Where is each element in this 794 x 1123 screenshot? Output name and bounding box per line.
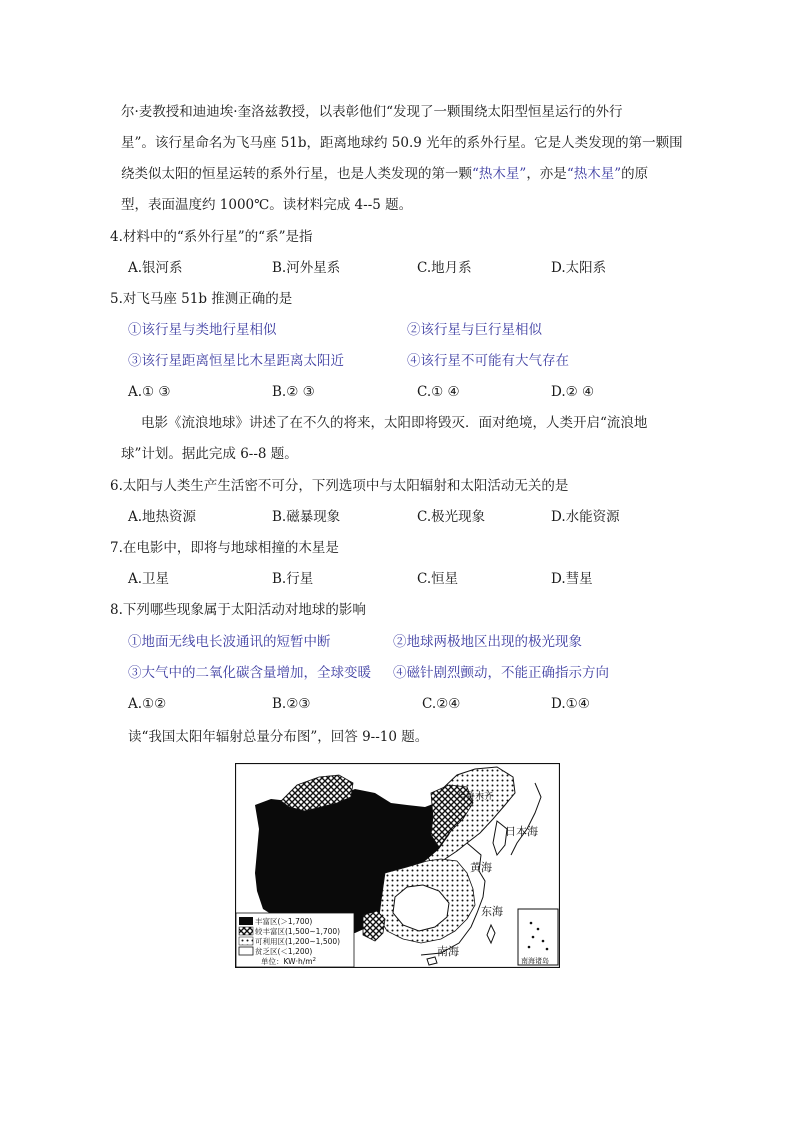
legend-swatch-available bbox=[239, 937, 253, 945]
q4-option-d[interactable]: D.太阳系 bbox=[551, 260, 607, 276]
region-a-label: A bbox=[383, 899, 391, 912]
q6-option-b[interactable]: B.磁暴现象 bbox=[272, 509, 341, 525]
question-7-stem: 7.在电影中，即将与地球相撞的木星是 bbox=[110, 540, 339, 556]
q7-option-b[interactable]: B.行星 bbox=[272, 571, 314, 587]
q5-option-b[interactable]: B.② ③ bbox=[272, 384, 315, 400]
q6-option-c[interactable]: C.极光现象 bbox=[417, 509, 486, 525]
q4-option-a[interactable]: A.银河系 bbox=[128, 260, 183, 276]
q5-item-1: ①该行星与类地行星相似 bbox=[128, 322, 277, 338]
legend-label-relatively-rich: 较丰富区(1,500~1,700) bbox=[255, 927, 341, 936]
q8-option-d[interactable]: D.①④ bbox=[551, 696, 590, 712]
q8-item-1: ①地面无线电长波通讯的短暂中断 bbox=[128, 634, 331, 650]
q4-option-b[interactable]: B.河外星系 bbox=[272, 260, 341, 276]
japan-sea-label: 日本海 bbox=[505, 825, 538, 838]
q8-option-a[interactable]: A.①② bbox=[128, 696, 167, 712]
q8-option-b[interactable]: B.②③ bbox=[272, 696, 311, 712]
yellow-sea-label: 黄海 bbox=[470, 861, 492, 874]
q5-option-d[interactable]: D.② ④ bbox=[551, 384, 595, 400]
text-run: 的原 bbox=[621, 166, 649, 182]
q8-option-c[interactable]: C.②④ bbox=[422, 696, 461, 712]
legend-unit-sup: 2 bbox=[312, 957, 317, 963]
legend-swatch-rich bbox=[239, 917, 253, 925]
solar-radiation-map bbox=[235, 763, 560, 968]
city-label: 乌鲁木齐 bbox=[457, 792, 494, 802]
legend-unit bbox=[261, 956, 316, 966]
south-sea-label: 南海 bbox=[437, 945, 459, 958]
q6-option-a[interactable]: A.地热资源 bbox=[128, 509, 197, 525]
q8-item-3: ③大气中的二氧化碳含量增加，全球变暖 bbox=[128, 665, 371, 681]
q4-option-c[interactable]: C.地月系 bbox=[417, 260, 472, 276]
inset-label: 南海诸岛 bbox=[521, 957, 549, 965]
q7-option-a[interactable]: A.卫星 bbox=[128, 571, 170, 587]
q8-item-4: ④磁针剧烈颤动，不能正确指示方向 bbox=[393, 665, 609, 681]
legend-label-poor: 贫乏区(＜1,200) bbox=[255, 947, 313, 956]
passage2-line1: 电影《流浪地球》讲述了在不久的将来，太阳即将毁灭．面对绝境，人类开启“流浪地 bbox=[141, 415, 648, 431]
q5-item-4: ④该行星不可能有大气存在 bbox=[407, 353, 569, 369]
q8-item-2: ②地球两极地区出现的极光现象 bbox=[393, 634, 582, 650]
hot-jupiter-term: “热木星” bbox=[566, 166, 622, 182]
passage1-line4: 型，表面温度约 1000℃。读材料完成 4--5 题。 bbox=[121, 197, 413, 213]
east-sea-label: 东海 bbox=[481, 905, 503, 918]
q5-option-c[interactable]: C.① ④ bbox=[417, 384, 460, 400]
q5-option-a[interactable]: A.① ③ bbox=[128, 384, 171, 400]
passage1-line1: 尔·麦教授和迪迪埃·奎洛兹教授，以表彰他们“发现了一颗围绕太阳型恒星运行的外行 bbox=[121, 104, 623, 120]
legend-swatch-poor bbox=[239, 947, 253, 955]
legend-unit-text: 单位：KW·h/m bbox=[261, 957, 313, 966]
q7-option-c[interactable]: C.恒星 bbox=[417, 571, 459, 587]
question-8-stem: 8.下列哪些现象属于太阳活动对地球的影响 bbox=[110, 602, 366, 618]
passage1-line3 bbox=[121, 164, 648, 184]
q6-option-d[interactable]: D.水能资源 bbox=[551, 509, 620, 525]
map-legend bbox=[236, 913, 354, 967]
hainan-island bbox=[427, 957, 437, 965]
q7-option-d[interactable]: D.彗星 bbox=[551, 571, 593, 587]
question-6-stem: 6.太阳与人类生产生活密不可分，下列选项中与太阳辐射和太阳活动无关的是 bbox=[110, 478, 569, 494]
question-5-stem: 5.对飞马座 51b 推测正确的是 bbox=[110, 291, 293, 307]
question-4-stem: 4.材料中的“系外行星”的“系”是指 bbox=[110, 229, 313, 245]
text-run: 绕类似太阳的恒星运转的系外行星，也是人类发现的第一颗 bbox=[121, 166, 472, 182]
q5-item-3: ③该行星距离恒星比木星距离太阳近 bbox=[128, 353, 344, 369]
passage1-line2: 星”。该行星命名为飞马座 51b，距离地球约 50.9 光年的系外行星。它是人类发现的第一颗围 bbox=[121, 135, 683, 151]
legend-swatch-relatively-rich bbox=[239, 927, 253, 935]
q5-item-2: ②该行星与巨行星相似 bbox=[407, 322, 542, 338]
legend-label-rich: 丰富区(＞1,700) bbox=[255, 917, 313, 926]
passage3-line1: 读“我国太阳年辐射总量分布图”，回答 9--10 题。 bbox=[128, 729, 429, 745]
text-run: ，亦是 bbox=[526, 166, 567, 182]
passage2-line2: 球”计划。据此完成 6--8 题。 bbox=[121, 446, 298, 462]
hot-jupiter-term: “热木星” bbox=[472, 166, 527, 182]
legend-label-available: 可利用区(1,200~1,500) bbox=[255, 937, 341, 946]
